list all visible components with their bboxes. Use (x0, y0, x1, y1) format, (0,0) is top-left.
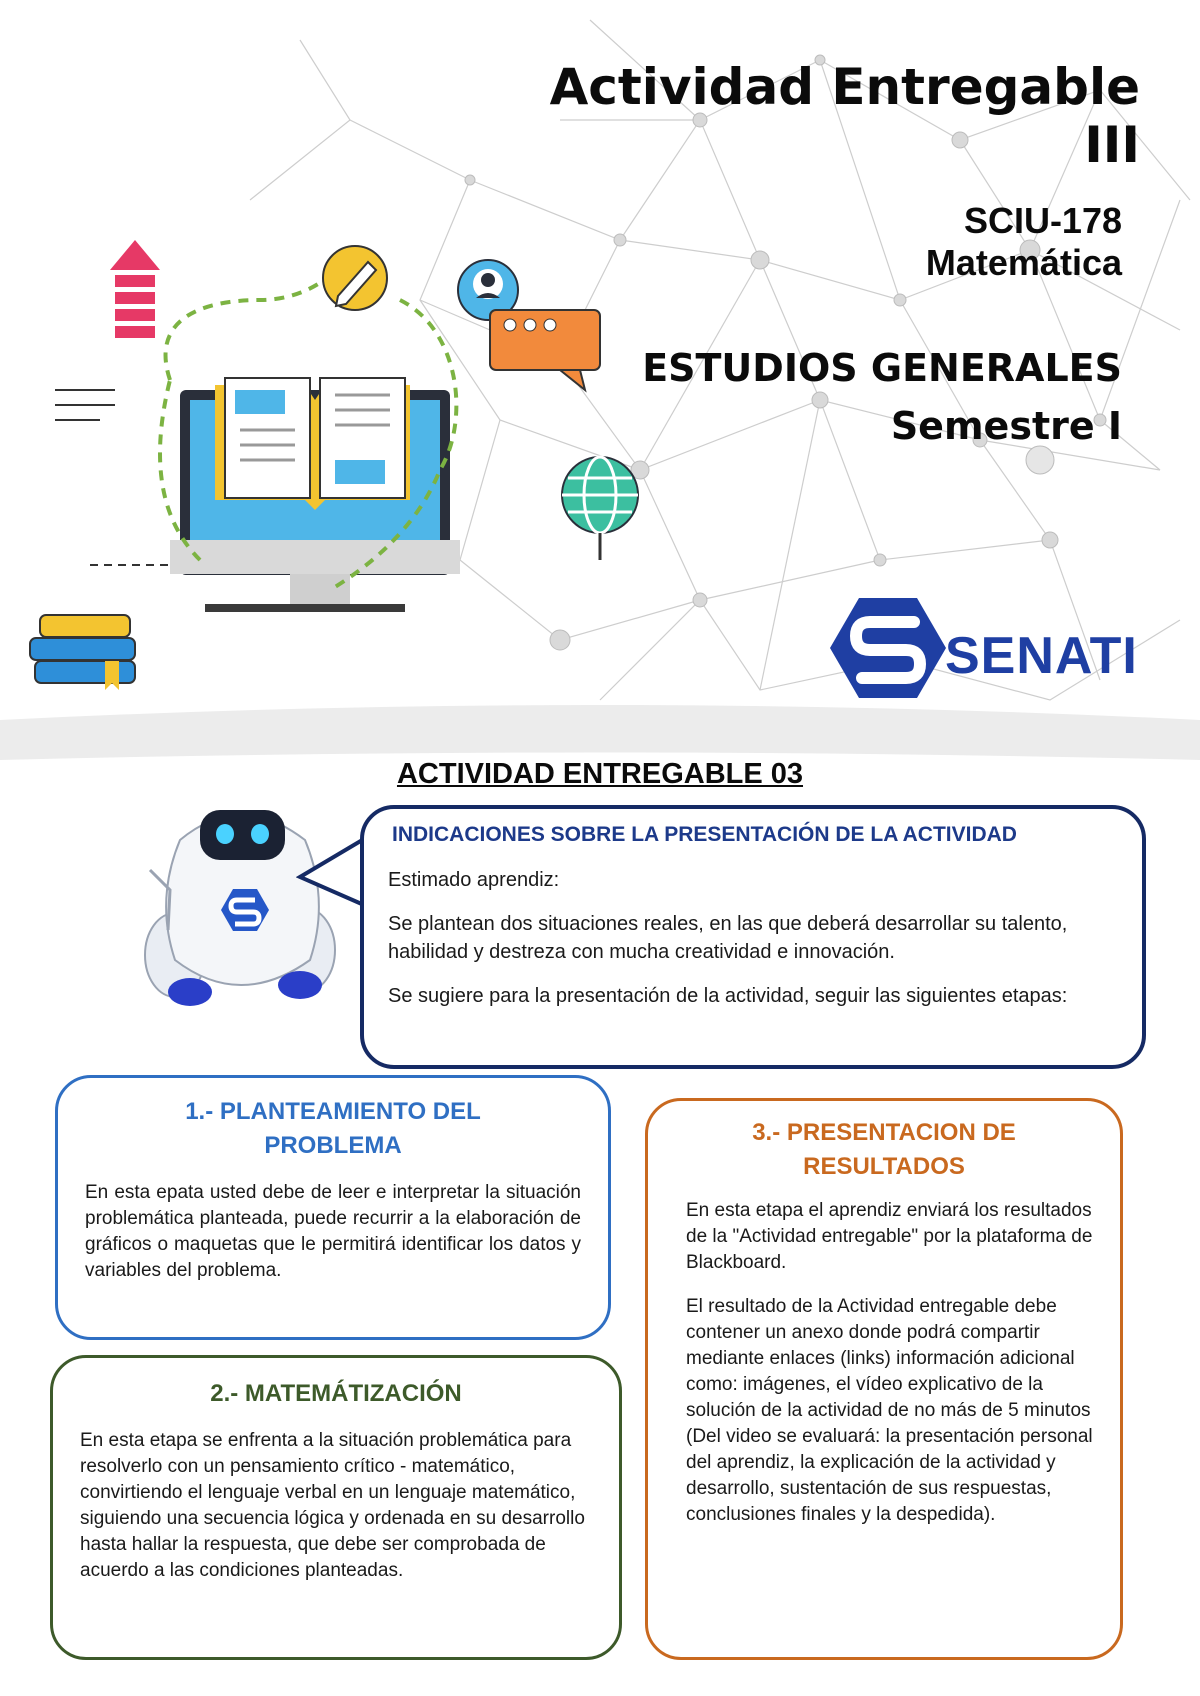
stage-3-title: 3.- PRESENTACION DE RESULTADOS (752, 1119, 1016, 1180)
indications-paragraph-2: Se sugiere para la presentación de la actividad, seguir las siguientes etapas: (388, 985, 1068, 1007)
computer-book-illustration (170, 378, 460, 612)
program-name: ESTUDIOS GENERALES (642, 346, 1122, 390)
indications-paragraph-1: Se plantean dos situaciones reales, en las que deberá desarrollar su talento, habilidad y destreza con mucha creatividad e innovación. (388, 913, 1068, 963)
senati-logo-text: SENATI (945, 627, 1138, 685)
course-code: SCIU-178 (963, 200, 1122, 241)
page-title: Actividad Entregable III (549, 58, 1140, 174)
stage-2-title: 2.- MATEMÁTIZACIÓN (210, 1380, 462, 1407)
globe-icon (562, 457, 638, 560)
indications-greeting: Estimado aprendiz: (388, 869, 560, 891)
arrow-up-icon (110, 240, 160, 338)
stage-2-text: En esta etapa se enfrenta a la situación problemática para resolverlo con un pensamiento crítico - matemático, convirtiendo el lenguaje verbal en un lenguaje matemático, siguiendo una secuencia lógica y ordenada en su desarrollo hasta hallar la respuesta, que debe ser comprobada de acuerdo a las condiciones planteadas. (80, 1430, 585, 1581)
stage-1-text: En esta epata usted debe de leer e interpretar la situación problemática planteada, puede recurrir a la elaboración de gráficos o maquetas que le permitirá identificar los datos y variables del problema. (85, 1182, 581, 1281)
activity-heading: ACTIVIDAD ENTREGABLE 03 (396, 758, 804, 790)
stage-3-text-1: En esta etapa el aprendiz enviará los resultados de la "Actividad entregable" por la plataforma de Blackboard. (686, 1200, 1093, 1273)
indications-title: INDICACIONES SOBRE LA PRESENTACIÓN DE LA ACTIVIDAD (392, 823, 1017, 846)
senati-logo-icon (830, 598, 946, 698)
stage-1-title: 1.- PLANTEAMIENTO DEL PROBLEMA (185, 1098, 481, 1159)
course-name: Matemática (925, 242, 1122, 283)
pencil-icon (323, 246, 387, 310)
stage-3-text-2: El resultado de la Actividad entregable debe contener un anexo donde podrá compartir mediante enlaces (links) información adicional como: imágenes, el vídeo explicativo de la solución de la actividad de no más de 5 minutos (Del video se evaluará: la presentación personal del aprendiz, la explicación de la actividad y desarrollo, sustentación de sus respuestas, conclusiones finales y la despedida). (686, 1296, 1093, 1525)
books-icon (30, 615, 135, 690)
semester-label: Semestre I (890, 404, 1122, 448)
chat-bubble-icon (490, 310, 600, 390)
speech-pointer (296, 835, 366, 915)
